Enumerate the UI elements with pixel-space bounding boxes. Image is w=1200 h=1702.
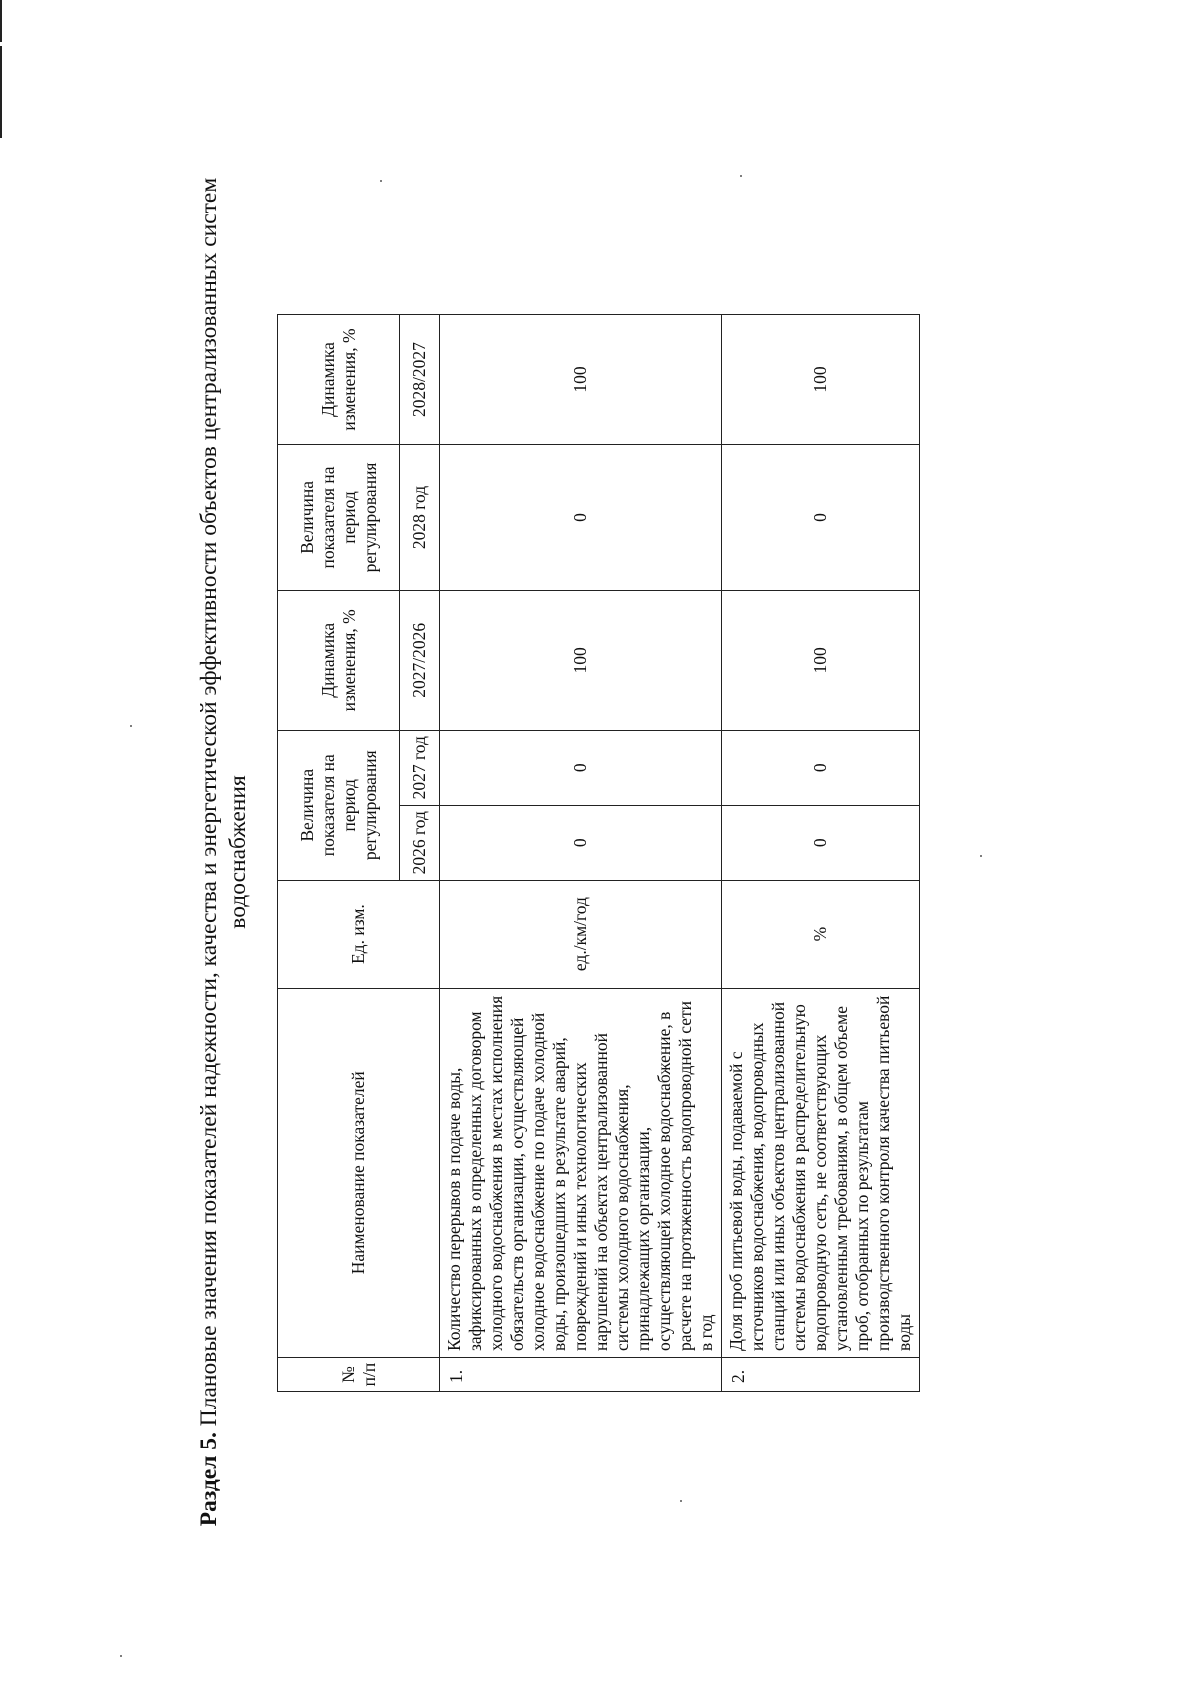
header-value-period-1: Величина показателя на период регулирования xyxy=(278,730,400,880)
section-title xyxy=(195,172,253,1532)
header-num: № п/п xyxy=(278,1358,440,1392)
row-num: 2. xyxy=(722,1358,920,1392)
header-dynamics-1-sub: 2027/2026 xyxy=(400,590,440,730)
row-dynamics-2: 100 xyxy=(440,315,722,445)
section-title-text: Плановые значения показателей надежности, качества и энергетической эффективности объектов централизованных систем водоснабжения xyxy=(196,177,251,1427)
row-value-2027: 0 xyxy=(440,730,722,805)
header-year-2027: 2027 год xyxy=(400,730,440,805)
header-year-2028: 2028 год xyxy=(400,444,440,590)
scan-edge-mark xyxy=(0,0,2,42)
scan-speck xyxy=(120,1655,122,1657)
row-value-2026: 0 xyxy=(440,805,722,880)
row-value-2028: 0 xyxy=(440,444,722,590)
row-dynamics-2: 100 xyxy=(722,315,920,445)
rotated-page-content xyxy=(195,172,1200,1532)
header-year-2026: 2026 год xyxy=(400,805,440,880)
header-dynamics-2-sub: 2028/2027 xyxy=(400,315,440,445)
row-dynamics-1: 100 xyxy=(440,590,722,730)
row-value-2027: 0 xyxy=(722,730,920,805)
header-value-period-2: Величина показателя на период регулирования xyxy=(278,444,400,590)
row-dynamics-1: 100 xyxy=(722,590,920,730)
header-dynamics-2: Динамика изменения, % xyxy=(278,315,400,445)
row-num: 1. xyxy=(440,1358,722,1392)
scan-edge-mark xyxy=(0,46,2,138)
section-number: Раздел 5. xyxy=(196,1432,222,1527)
row-value-2026: 0 xyxy=(722,805,920,880)
scan-speck xyxy=(130,725,132,727)
indicators-table xyxy=(277,314,920,1392)
row-value-2028: 0 xyxy=(722,444,920,590)
table-row xyxy=(722,315,920,1392)
table-row xyxy=(440,315,722,1392)
row-name: Доля проб питьевой воды, подаваемой с источников водоснабжения, водопроводных станций или иных объектов централизованной системы водоснабжения в распределительную водопроводную сеть, не соответствующих установленным требованиям, в общем объеме проб, отобранных по результатам производственного контроля качества питьевой воды xyxy=(722,988,920,1358)
header-unit: Ед. изм. xyxy=(278,880,440,988)
row-unit: ед./км/год xyxy=(440,880,722,988)
row-name: Количество перерывов в подаче воды, зафиксированных в определенных договором холодного водоснабжения в местах исполнения обязательств организации, осуществляющей холодное водоснабжение по подаче холодной воды, произошедших в результате аварий, повреждений и иных технологических нарушений на объектах централизованной системы холодного водоснабжения, принадлежащих организации, осуществляющей холодное водоснабжение, в расчете на протяженность водопроводной сети в год xyxy=(440,988,722,1358)
row-unit: % xyxy=(722,880,920,988)
header-name: Наименование показателей xyxy=(278,988,440,1358)
header-dynamics-1: Динамика изменения, % xyxy=(278,590,400,730)
